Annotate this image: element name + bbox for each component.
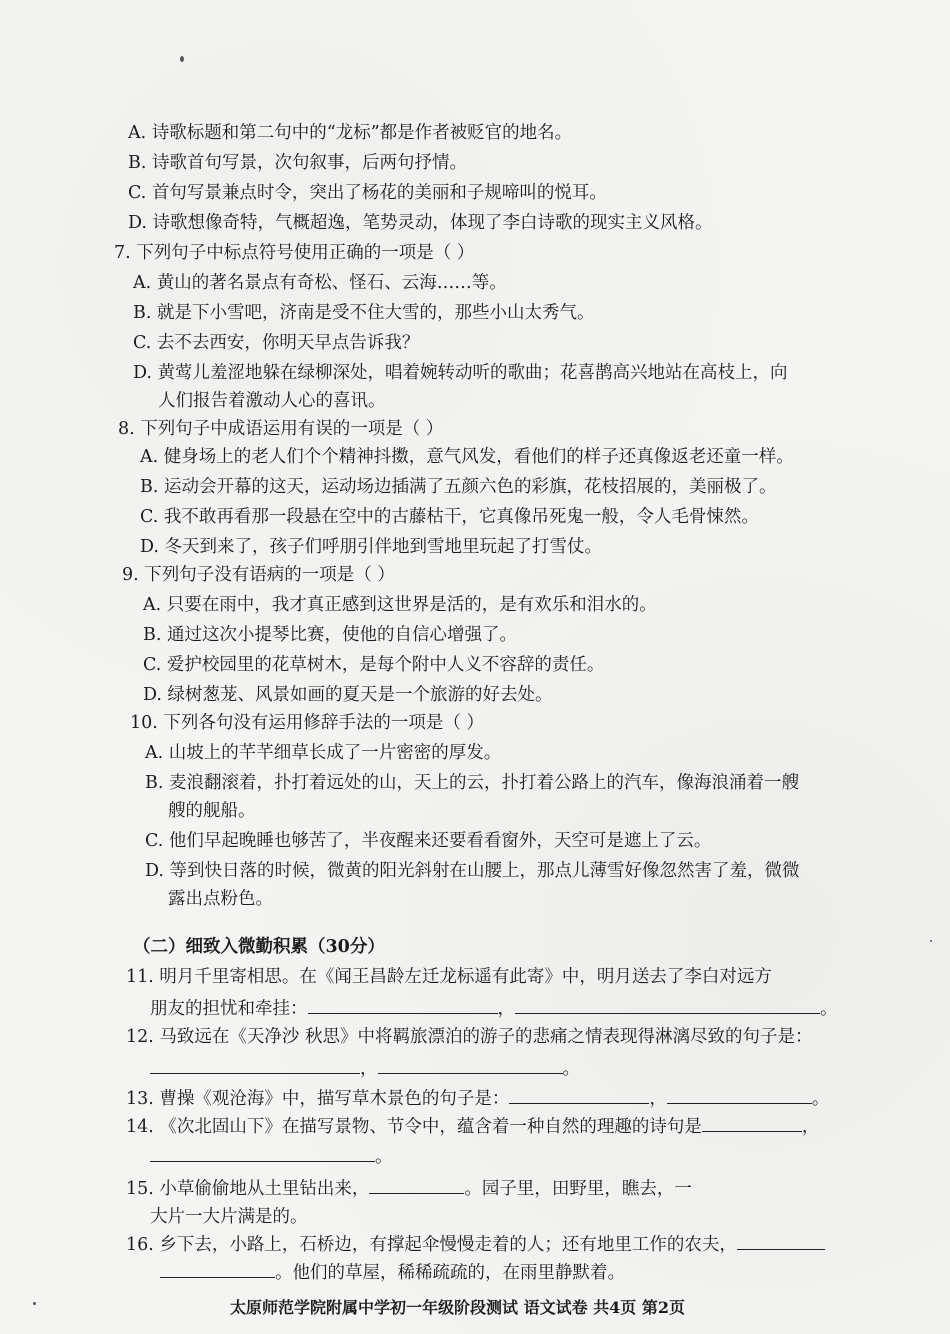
q12-line1: 12. 马致远在《天净沙 秋思》中将羁旅漂泊的游子的悲痛之情表现得淋漓尽致的句子是：	[126, 1027, 813, 1047]
q7-option-c: C. 去不去西安，你明天早点告诉我？	[133, 333, 420, 353]
q12-answer-blank-1[interactable]	[150, 1055, 360, 1074]
page-footer: 太原师范学院附属中学初一年级阶段测试 语文试卷 共4页 第2页	[230, 1298, 685, 1317]
q14-answer-blank-2[interactable]	[150, 1143, 375, 1162]
q13-line	[126, 1085, 829, 1111]
q8-option-b: B. 运动会开幕的这天，运动场边插满了五颜六色的彩旗，花枝招展的，美丽极了。	[140, 477, 777, 497]
q8-stem: 8. 下列句子中成语运用有误的一项是（ ）	[118, 419, 444, 439]
q10-option-b-line2: 艘的舰船。	[168, 801, 256, 821]
q14-answer-blank-1[interactable]	[702, 1113, 802, 1132]
q10-option-b-line1: B. 麦浪翻滚着，扑打着远处的山，天上的云，扑打着公路上的汽车，像海浪涌着一艘	[145, 773, 799, 793]
q7-option-b: B. 就是下小雪吧，济南是受不住大雪的，那些小山太秀气。	[133, 303, 595, 323]
q14-comma: ，	[801, 1117, 820, 1137]
q15-prefix: 15. 小草偷偷地从土里钻出来，	[126, 1179, 370, 1199]
q7-option-d-line2: 人们报告着激动人心的喜讯。	[158, 391, 386, 411]
q10-option-a: A. 山坡上的芊芊细草长成了一片密密的厚发。	[145, 743, 502, 763]
q8-option-c: C. 我不敢再看那一段悬在空中的古藤枯干，它真像吊死鬼一般，令人毛骨悚然。	[140, 507, 759, 527]
q9-option-c: C. 爱护校园里的花草树木，是每个附中人义不容辞的责任。	[143, 655, 605, 675]
q11-answer-blank-1[interactable]	[308, 995, 498, 1014]
q16-answer-blank-1[interactable]	[737, 1231, 825, 1250]
q15-suffix: 。园子里，田野里，瞧去，一	[464, 1179, 692, 1199]
section-2-title: （二）细致入微勤积累（30分）	[133, 937, 385, 957]
q15-line1	[126, 1175, 692, 1201]
q14-period: 。	[375, 1147, 393, 1167]
q11-comma: ，	[497, 999, 515, 1019]
q16-line2	[160, 1259, 625, 1285]
q10-option-d-line1: D. 等到快日落的时候，微黄的阳光斜射在山腰上，那点儿薄雪好像忽然害了羞，微微	[145, 861, 800, 881]
q16-answer-blank-2[interactable]	[160, 1259, 275, 1278]
q11-answer-blank-2[interactable]	[515, 995, 820, 1014]
q9-option-a: A. 只要在雨中，我才真正感到这世界是活的，是有欢乐和泪水的。	[143, 595, 657, 615]
q16-line1	[126, 1231, 825, 1257]
q11-line1: 11. 明月千里寄相思。在《闻王昌龄左迁龙标遥有此寄》中，明月送去了李白对远方	[126, 967, 772, 987]
q12-answer-blank-2[interactable]	[378, 1055, 563, 1074]
q10-option-c: C. 他们早起晚睡也够苦了，半夜醒来还要看看窗外，天空可是遮上了云。	[145, 831, 712, 851]
q13-period: 。	[811, 1089, 830, 1109]
q8-option-d: D. 冬天到来了，孩子们呼朋引伴地到雪地里玩起了打雪仗。	[140, 537, 603, 557]
scan-speck	[33, 1302, 36, 1305]
scan-speck	[180, 56, 184, 62]
q10-stem: 10. 下列各句没有运用修辞手法的一项是（ ）	[130, 713, 484, 733]
q12-line2	[150, 1055, 580, 1081]
q14-text: 14. 《次北固山下》在描写景物、节令中，蕴含着一种自然的理趣的诗句是	[126, 1117, 702, 1137]
q9-option-d: D. 绿树葱茏、风景如画的夏天是一个旅游的好去处。	[143, 685, 553, 705]
q9-stem: 9. 下列句子没有语病的一项是（ ）	[122, 565, 395, 585]
q16-suffix: 。他们的草屋，稀稀疏疏的，在雨里静默着。	[275, 1263, 625, 1283]
q7-option-a: A. 黄山的著名景点有奇松、怪石、云海……等。	[133, 273, 507, 293]
q12-comma: ，	[360, 1059, 378, 1079]
q6-option-b: B. 诗歌首句写景，次句叙事，后两句抒情。	[128, 153, 467, 173]
q6-option-c: C. 首句写景兼点时令，突出了杨花的美丽和子规啼叫的悦耳。	[128, 183, 607, 203]
q13-comma: ，	[649, 1089, 667, 1109]
q15-answer-blank[interactable]	[369, 1175, 464, 1194]
q9-option-b: B. 通过这次小提琴比赛，使他的自信心增强了。	[143, 625, 517, 645]
q10-option-d-line2: 露出点粉色。	[168, 889, 273, 909]
q15-line2: 大片一大片满是的。	[150, 1207, 308, 1227]
q16-text: 16. 乡下去，小路上，石桥边，有撑起伞慢慢走着的人；还有地里工作的农夫，	[126, 1235, 737, 1255]
q11-line2	[150, 995, 838, 1021]
q14-line2	[150, 1143, 393, 1169]
q7-option-d-line1: D. 黄莺儿羞涩地躲在绿柳深处，唱着婉转动听的歌曲；花喜鹊高兴地站在高枝上，向	[133, 363, 788, 383]
q6-option-d: D. 诗歌想像奇特，气概超逸，笔势灵动，体现了李白诗歌的现实主义风格。	[128, 213, 713, 233]
q6-option-a: A. 诗歌标题和第二句中的“龙标”都是作者被贬官的地名。	[128, 123, 573, 143]
scan-speck	[930, 940, 932, 942]
q11-period: 。	[820, 999, 838, 1019]
q8-option-a: A. 健身场上的老人们个个精神抖擞，意气风发，看他们的样子还真像返老还童一样。	[140, 447, 794, 467]
q12-period: 。	[562, 1059, 580, 1079]
q13-answer-blank-2[interactable]	[667, 1085, 812, 1104]
q13-prefix: 13. 曹操《观沧海》中，描写草木景色的句子是：	[126, 1089, 510, 1109]
q14-line1	[126, 1113, 819, 1139]
q7-stem: 7. 下列句子中标点符号使用正确的一项是（ ）	[114, 243, 475, 263]
q13-answer-blank-1[interactable]	[509, 1085, 649, 1104]
q11-prefix: 朋友的担忧和牵挂：	[150, 999, 308, 1019]
